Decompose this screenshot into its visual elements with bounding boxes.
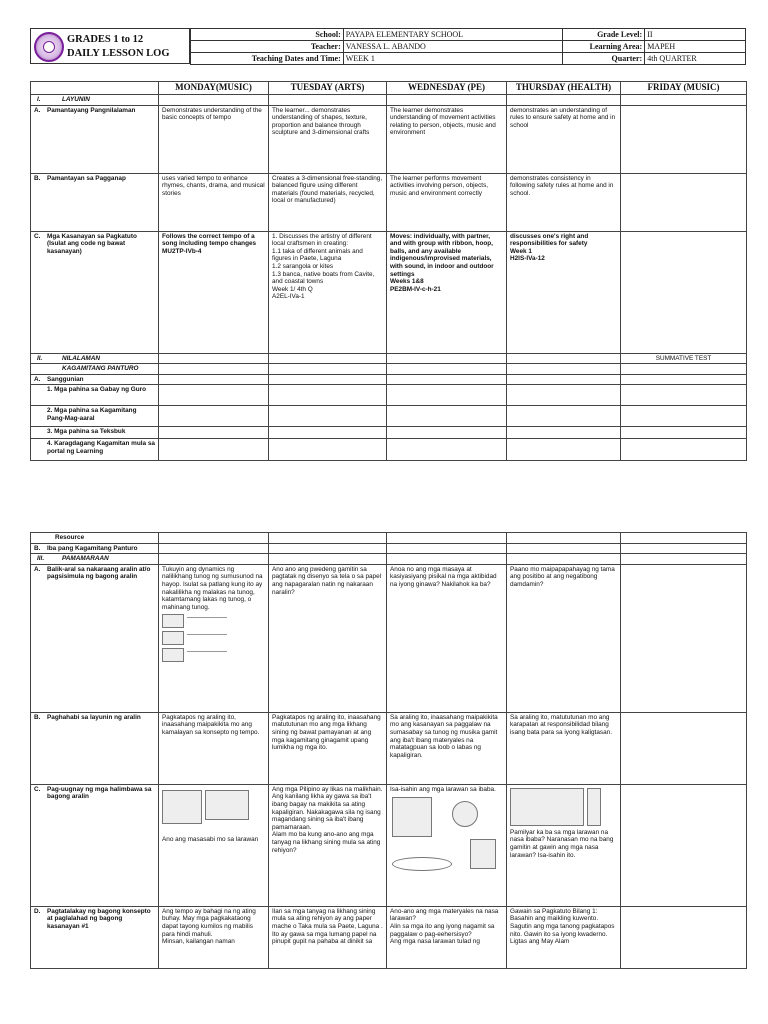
section-layunin: I. LAYUNIN <box>31 95 159 106</box>
table-row: B. Paghahabi sa layunin ng aralin Pagkatapos ng araling ito, inaasahang maipakikita mo ang kamalayan sa konsepto ng tempo. Pagkatapos ng araling ito, inaasahang matututunan mo ang mga likhang sining ng bawat pamayanan at ang mga kagamitang ginagamit upang lumikha ng mga ito. Sa araling ito, inaasahang maipakikita mo ang kasanayan sa paggalaw na sumasabay sa tunog ng musika gamit ang iba't ibang materyales na matatagpuan sa loob o labas ng kapaligiran. Sa araling ito, matututunan mo ang karapatan at responsibilidad bilang isang bata para sa iyong kaligtasan. <box>31 712 747 784</box>
lesson-log-header <box>30 28 746 64</box>
table-row <box>31 406 747 427</box>
row-label: Resource <box>31 533 159 544</box>
col-friday: FRIDAY (MUSIC) <box>621 82 747 95</box>
animal-image-3 <box>162 648 184 662</box>
cell-thu: Paano mo maipapapahayag ng tama ang positibo at ang negatibong damdamin? <box>507 564 621 712</box>
school-label: School: <box>191 29 344 41</box>
row-label: Paghahabi sa layunin ng aralin <box>47 713 141 721</box>
teacher-value: VANESSA L. ABANDO <box>343 41 563 53</box>
table-row: B. Pamantayan sa Pagganap uses varied tempo to enhance rhymes, chants, drama, and musical stories Creates a 3-dimensional free-standing, balanced figure using different materials (found materials, recycled, local or manufactured) The learner performs movement activities involving person, objects, music and environment correctly demonstrates consistency in following safety rules at home and in school. <box>31 173 747 231</box>
table-row <box>31 385 747 406</box>
grade-level-value: II <box>645 29 746 41</box>
header-info-table <box>190 28 746 65</box>
col-wednesday: WEDNESDAY (PE) <box>387 82 507 95</box>
blank-header-cell <box>31 82 159 95</box>
animal-image-2 <box>162 631 184 645</box>
cell-wed: Anoa no ang mga masaya at kasiyasiyang pisikal na mga aktibidad na iyong ginawa? Nakilahok ka ba? <box>387 564 507 712</box>
summative-test-label: SUMMATIVE TEST <box>621 353 747 364</box>
row-label: Pag-uugnay ng mga halimbawa sa bagong aralin <box>47 785 152 801</box>
cell-mon: Pagkatapos ng araling ito, inaasahang maipakikita mo ang kamalayan sa konsepto ng tempo. <box>159 712 269 784</box>
table-row <box>31 439 747 461</box>
row-label: Pamantayang Pangnilalaman <box>47 106 136 114</box>
row-label: Iba pang Kagamitang Panturo <box>47 544 138 552</box>
cell-wed: Sa araling ito, inaasahang maipakikita mo ang kasanayan sa paggalaw na sumasabay sa tunog ng musika gamit ang iba't ibang materyales na matatagpuan sa loob o labas ng kapaligiran. <box>387 712 507 784</box>
lesson-plan-table-page2 <box>30 532 747 969</box>
cell-tue: The learner... demonstrates understanding of shapes, texture, proportion and balance through sculpture and 3-dimensional crafts <box>269 105 387 173</box>
header-title-line2: DAILY LESSON LOG <box>67 48 170 59</box>
learning-area-value: MAPEH <box>645 41 746 53</box>
cell-tue: 1. Discusses the artistry of different local craftsmen in creating: 1.1 taka of different animals and figures in Paete, Laguna 1.2 sarangola or kites 1.3 banca, native boats from Cavite, and coastal towns Week 1/ 4th Q A2EL-IVa-1 <box>269 231 387 353</box>
cell-fri <box>621 906 747 968</box>
cell-mon: Follows the correct tempo of a song including tempo changes MU2TP-IVb-4 <box>159 231 269 353</box>
grade-level-label: Grade Level: <box>563 29 645 41</box>
child-kicking-ball-image <box>470 839 496 869</box>
cell-thu: discusses one's right and responsibilities for safety Week 1 H2IS-IVa-12 <box>507 231 621 353</box>
cell-mon: Tukuyin ang dynamics ng nalilikhang tunog ng sumusunod na hayop. Isulat sa patlang kung ito ay nakalilikha ng malakas na tunog, katamtamang lakas ng tunog, o mahinang tunog. <box>159 564 269 712</box>
cell-wed: The learner performs movement activities involving person, objects, music and environment correctly <box>387 173 507 231</box>
table-row <box>31 533 747 544</box>
row-label: 2. Mga pahina sa Kagamitang Pang-Mag-aaral <box>31 406 159 427</box>
table-row: B. Iba pang Kagamitang Panturo <box>31 543 747 554</box>
animal-pictures <box>162 614 265 662</box>
teaching-dates-label: Teaching Dates and Time: <box>191 53 344 65</box>
col-tuesday: TUESDAY (ARTS) <box>269 82 387 95</box>
cell-tue: Creates a 3-dimensional free-standing, balanced figure using different materials (found materials, recycled, local or manufactured) <box>269 173 387 231</box>
children-image <box>510 788 584 826</box>
cell-wed: Ano-ano ang mga materyales na nasa larawan? Alin sa mga ito ang iyong nagamit sa paggalaw o pag-eehersisyo? Ang mga nasa larawan tulad ng <box>387 906 507 968</box>
bottle-image <box>587 788 601 826</box>
col-monday: MONDAY(MUSIC) <box>159 82 269 95</box>
cell-fri <box>621 712 747 784</box>
cell-mon: Ang tempo ay bahagi na ng ating buhay. May mga pagkakataong dapat tayong kumilos ng mabilis para hindi mahuli. Minsan, kailangan naman <box>159 906 269 968</box>
child-running-image <box>162 790 202 824</box>
cell-tue: Pagkatapos ng araling ito, inaasahang matututunan mo ang mga likhang sining ng bawat pamayanan at ang mga kagamitang ginagamit upang lumikha ng mga ito. <box>269 712 387 784</box>
cell-wed: Isa-isahin ang mga larawan sa ibaba. <box>387 784 507 906</box>
learning-area-label: Learning Area: <box>563 41 645 53</box>
row-label: Pagtatalakay ng bagong konsepto at paglalahad ng bagong kasanayan #1 <box>47 907 151 930</box>
lesson-plan-table-page1 <box>30 81 747 461</box>
cell-fri <box>621 231 747 353</box>
row-label: Balik-aral sa nakaraang aralin at/o pagsisimula ng bagong aralin <box>47 565 151 581</box>
row-label: 1. Mga pahina sa Gabay ng Guro <box>31 385 159 406</box>
cell-wed: Moves: individually, with partner, and with group with ribbon, hoop, balls, and any available indigenous/improvised materials, with sound, in indoor and outdoor settings Weeks 1&8 PE2BM-IV-c-h-21 <box>387 231 507 353</box>
school-value: PAYAPA ELEMENTARY SCHOOL <box>343 29 563 41</box>
row-label: 4. Karagdagang Kagamitan mula sa portal ng Learning <box>31 439 159 461</box>
row-label: 3. Mga pahina sa Teksbuk <box>31 427 159 439</box>
header-logo-box <box>30 28 190 64</box>
cell-mon: uses varied tempo to enhance rhymes, chants, drama, and musical stories <box>159 173 269 231</box>
row-label: Mga Kasanayan sa Pagkatuto (Isulat ang code ng bawat kasanayan) <box>47 232 137 255</box>
cell-tue: Ilan sa mga tanyag na likhang sining mula sa ating rehiyon ay ang paper mache o Taka mula sa Paete, Laguna . Ito ay gawa sa mga lumang papel na pinupit gupit na pahaba at dinikit sa <box>269 906 387 968</box>
table-row: C. Pag-uugnay ng mga halimbawa sa bagong aralin Ano ang masasabi mo sa larawan Ang mga Pilipino ay likas na malikhain. Ang kanilang likha ay gawa sa iba't ibang bagay na makikita sa ating kapaligiran. Nakakagawa sila ng isang magandang sining sa iba't ibang pamamaraan. Alam mo ba kung ano-ano ang mga tanyag na likhang sining mula sa ating rehiyon? Isa-isahin ang mga larawan sa ibaba. Pamilyar ka ba sa mga larawan na nasa ibaba? Naranasan mo na bang gamitin at gawin ang mga nasa larawan? Isa-isahin ito. <box>31 784 747 906</box>
cell-tue: Ano ano ang pwedeng gamitin sa pagtatak ng disenyo sa tela o sa papel ang napagaralan natin ng nakaraan naralin? <box>269 564 387 712</box>
cell-mon: Ano ang masasabi mo sa larawan <box>159 784 269 906</box>
teacher-label: Teacher: <box>191 41 344 53</box>
turtle-image <box>205 790 249 820</box>
row-label: Sanggunian <box>47 375 84 383</box>
cell-thu: Gawain sa Pagkatuto Bilang 1: Basahin ang maikling kuwento. Sagutin ang mga tanong pagkatapos nito. Gawin ito sa iyong kwaderno. Ligtas ang May Alam <box>507 906 621 968</box>
cell-tue: Ang mga Pilipino ay likas na malikhain. Ang kanilang likha ay gawa sa iba't ibang bagay na makikita sa ating kapaligiran. Nakakagawa sila ng isang magandang sining sa iba't ibang pamamaraan. Alam mo ba kung ano-ano ang mga tanyag na likhang sining mula sa ating rehiyon? <box>269 784 387 906</box>
table-row: A. Pamantayang Pangnilalaman Demonstrates understanding of the basic concepts of tempo The learner... demonstrates understanding of shapes, texture, proportion and balance through sculpture and 3-dimensional crafts The learner demonstrates understanding of movement activities relating to person, objects, music and environment demonstrates an understanding of rules to ensure safety at home and in school <box>31 105 747 173</box>
row-label: Pamantayan sa Pagganap <box>47 174 126 182</box>
table-row: A. Sanggunian <box>31 374 747 385</box>
table-row: C. Mga Kasanayan sa Pagkatuto (Isulat ang code ng bawat kasanayan) Follows the correct tempo of a song including tempo changes MU2TP-IVb-4 1. Discusses the artistry of different local craftsmen in creating: 1.1 taka of different animals and figures in Paete, Laguna 1.2 sarangola or kites 1.3 banca, native boats from Cavite, and coastal towns Week 1/ 4th Q A2EL-IVa-1 Moves: individually, with partner, and with group with ribbon, hoop, balls, and any available indigenous/improvised materials, with sound, in indoor and outdoor settings Weeks 1&8 PE2BM-IV-c-h-21 discusses one's right and responsibilities for safety Week 1 H2IS-IVa-12 <box>31 231 747 353</box>
ribbon-image <box>392 797 432 837</box>
cell-fri <box>621 105 747 173</box>
teaching-dates-value: WEEK 1 <box>343 53 563 65</box>
deped-seal-icon <box>34 32 64 62</box>
quarter-label: Quarter: <box>563 53 645 65</box>
ball-image <box>452 801 478 827</box>
cell-thu: demonstrates an understanding of rules to ensure safety at home and in school <box>507 105 621 173</box>
animal-image-1 <box>162 614 184 628</box>
cell-fri <box>621 173 747 231</box>
section-nilalaman: II. NILALAMAN <box>31 353 159 364</box>
col-thursday: THURSDAY (HEALTH) <box>507 82 621 95</box>
section-pamamaraan: III. PAMAMARAAN <box>31 554 159 565</box>
quarter-value-text: 4th QUARTER <box>647 53 697 63</box>
cell-thu: Pamilyar ka ba sa mga larawan na nasa ibaba? Naranasan mo na bang gamitin at gawin ang mga nasa larawan? Isa-isahin ito. <box>507 784 621 906</box>
cell-fri <box>621 564 747 712</box>
table-row <box>31 427 747 439</box>
cell-fri <box>621 784 747 906</box>
cell-thu: Sa araling ito, matututunan mo ang karapatan at responsibilidad bilang isang bata para sa iyong kaligtasan. <box>507 712 621 784</box>
quarter-value <box>645 53 746 65</box>
header-title-line1: GRADES 1 to 12 <box>67 34 144 45</box>
cell-mon: Demonstrates understanding of the basic concepts of tempo <box>159 105 269 173</box>
section-kagamitang-panturo: KAGAMITANG PANTURO <box>31 364 159 375</box>
table-row: A. Balik-aral sa nakaraang aralin at/o pagsisimula ng bagong aralin Tukuyin ang dynamics ng nalilikhang tunog ng sumusunod na hayop. Isulat sa patlang kung ito ay nakalilikha ng malakas na tunog, katamtamang lakas ng tunog, o mahinang tunog. Ano ano ang pwedeng gamitin sa pagtatak ng disenyo sa tela o sa papel ang napagaralan natin ng nakaraan naralin? Anoa no ang mga masaya at kasiyasiyang pisikal na mga aktibidad na iyong ginawa? Nakilahok ka ba? Paano mo maipapapahayag ng tama ang positibo at ang negatibong damdamin? <box>31 564 747 712</box>
cell-thu: demonstrates consistency in following safety rules at home and in school. <box>507 173 621 231</box>
table-row: D. Pagtatalakay ng bagong konsepto at paglalahad ng bagong kasanayan #1 Ang tempo ay bahagi na ng ating buhay. May mga pagkakataong dapat tayong kumilos ng mabilis para hindi mahuli. Minsan, kailangan naman Ilan sa mga tanyag na likhang sining mula sa ating rehiyon ay ang paper mache o Taka mula sa Paete, Laguna . Ito ay gawa sa mga lumang papel na pinupit gupit na pahaba at dinikit sa Ano-ano ang mga materyales na nasa larawan? Alin sa mga ito ang iyong nagamit sa paggalaw o pag-eehersisyo? Ang mga nasa larawan tulad ng Gawain sa Pagkatuto Bilang 1: Basahin ang maikling kuwento. Sagutin ang mga tanong pagkatapos nito. Gawin ito sa iyong kwaderno. Ligtas ang May Alam <box>31 906 747 968</box>
hoop-image <box>392 857 452 871</box>
cell-wed: The learner demonstrates understanding of movement activities relating to person, objects, music and environment <box>387 105 507 173</box>
